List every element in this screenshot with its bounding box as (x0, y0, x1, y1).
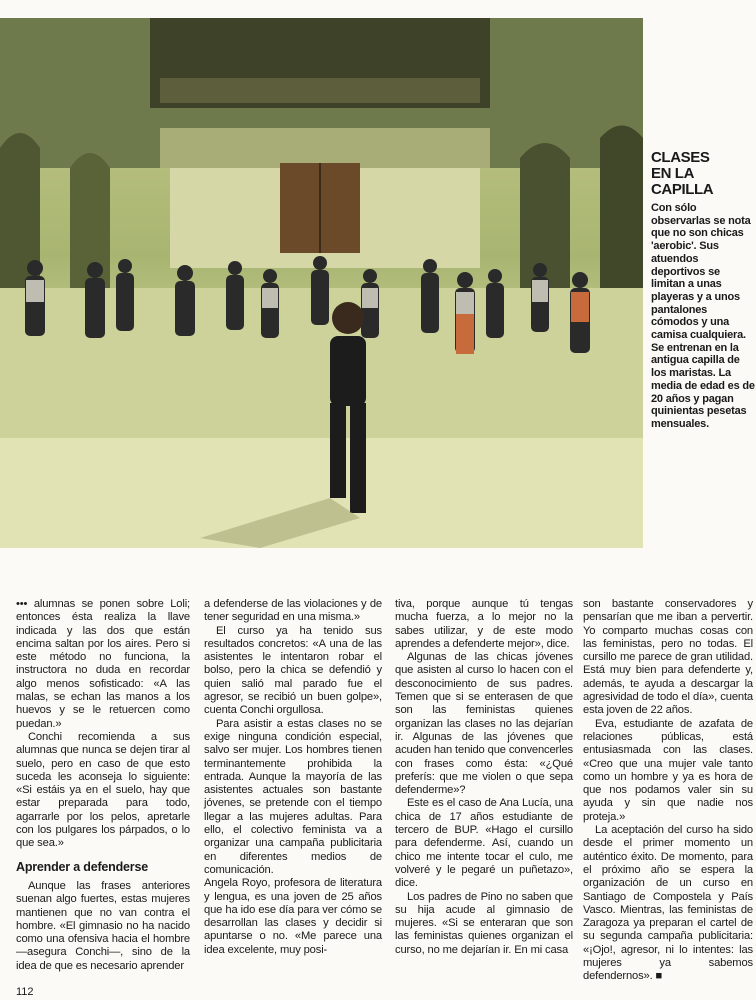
paragraph: tiva, porque aunque tú tengas mucha fuerza, a lo mejor no la sabes utilizar, y de este modo aprendes a defenderte mejor», dice. (395, 598, 573, 650)
paragraph: Angela Royo, profesora de literatura y lengua, es una joven de 25 años que ha ido ese día para ver cómo se desarrollan las clases y decidir si apuntarse o no. «Me parece una idea excelente, muy posi- (204, 877, 382, 956)
column-1 (16, 598, 190, 973)
paragraph: Aunque las frases anteriores suenan algo fuertes, estas mujeres mantienen que no van contra el hombre. «El gimnasio no ha nacido como una ofensiva hacia el hombre —asegura Conchi—, sino de la idea de que es necesario aprender (16, 879, 190, 972)
paragraph: Para asistir a estas clases no se exige ninguna condición especial, salvo ser mujer. Los hombres tienen terminantemente prohibida la entrada. Aunque la mayoría de las asistentes actuales son bastante jóvenes, se pretende con el tiempo llegar a las mujeres adultas. Para ello, el colectivo feminista va a organizar una campaña publicitaria en diferentes medios de comunicación. (204, 717, 382, 876)
photo-caption (647, 150, 755, 431)
photo-illustration (0, 18, 643, 548)
column-2 (204, 598, 382, 957)
paragraph: a defenderse de las violaciones y de tener seguridad en una misma.» (204, 598, 382, 624)
paragraph: Los padres de Pino no saben que su hija acude al gimnasio de mujeres. «Si se enteraran que son las feministas quienes organizan el curso, no me dejarían ir. En mi casa (395, 890, 573, 956)
class-photo (0, 18, 643, 548)
page-number: 112 (16, 986, 34, 998)
caption-text: Con sólo observarlas se nota que no son chicas 'aerobic'. Sus atuendos deportivos se limitan a unas playeras y a unos pantalones cómodos y una camisa cualquiera. Se entrenan en la antigua capilla de los maristas. La media de edad es de 20 años y pagan quinientas pesetas mensuales. (651, 202, 755, 430)
paragraph: El curso ya ha tenido sus resultados concretos: «A una de las asistentes le intentaron robar el bolso, pero la chica se defendió y quien salió mal parado fue el agresor, se recibió un buen golpe», cuenta Conchi orgullosa. (204, 624, 382, 717)
paragraph: Algunas de las chicas jóvenes que asisten al curso lo hacen con el desconocimiento de sus padres. Temen que si se enterasen de que son las feministas quienes organizan las clases no las dejarían ir. Algunas de las jóvenes que acuden han tenido que convencerles con frases como ésta: «¿Qué preferís: que me violen o que sepa defenderme»? (395, 651, 573, 797)
column-4 (583, 598, 753, 984)
paragraph: La aceptación del curso ha sido desde el primer momento un auténtico éxito. De momento, para el próximo año se espera la organización de un curso en Santiago de Compostela y País Vasco. Mientras, las feministas de Zaragoza ya preparan el cartel de su segunda campaña publicitaria: «¡Ojo!, agresor, ni lo intentes: las mujeres ya sabemos defendernos». ■ (583, 824, 753, 983)
paragraph: Eva, estudiante de azafata de relaciones públicas, está entusiasmada con las clases. «Creo que una mujer vale tanto como un hombre y ya es hora de que nos podamos valer sin su ayuda y sin que nadie nos proteja.» (583, 717, 753, 823)
column-3 (395, 598, 573, 957)
paragraph: son bastante conservadores y pensarían que me iban a pervertir. Yo comparto muchas cosas con las feministas, pero no todas. El cursillo me parece de gran utilidad. Está muy bien para defenderte y, además, te ayuda a descargar la agresividad de todo el día», cuenta esta joven de 22 años. (583, 598, 753, 717)
paragraph: Conchi recomienda a sus alumnas que nunca se dejen tirar al suelo, pero en caso de que esto suceda les aconseja lo siguiente: «Si estáis ya en el suelo, hay que estar preparada para todo, agarrarle por los pelos, apretarle con los pulgares los párpados, o lo que sea.» (16, 730, 190, 850)
caption-title (651, 150, 755, 198)
section-heading: Aprender a defenderse (16, 859, 148, 874)
paragraph: ••• alumnas se ponen sobre Loli; entonces ésta realiza la llave indicada y las dos que están encima saltan por los aires. Pero si este método no funciona, la instructora no duda en recordar algo menos sofisticado: «A las malas, se echan las manos a los huevos y se le retuercen como puedan.» (16, 598, 190, 730)
caption-title-line1: CLASES (651, 149, 710, 166)
paragraph: Este es el caso de Ana Lucía, una chica de 17 años estudiante de tercero de BUP. «Hago el cursillo para defenderme. Así, cuando un chico me intente tocar el culo, me volveré y le pegaré un puñetazo», dice. (395, 797, 573, 890)
caption-title-line2: EN LA CAPILLA (651, 165, 714, 198)
